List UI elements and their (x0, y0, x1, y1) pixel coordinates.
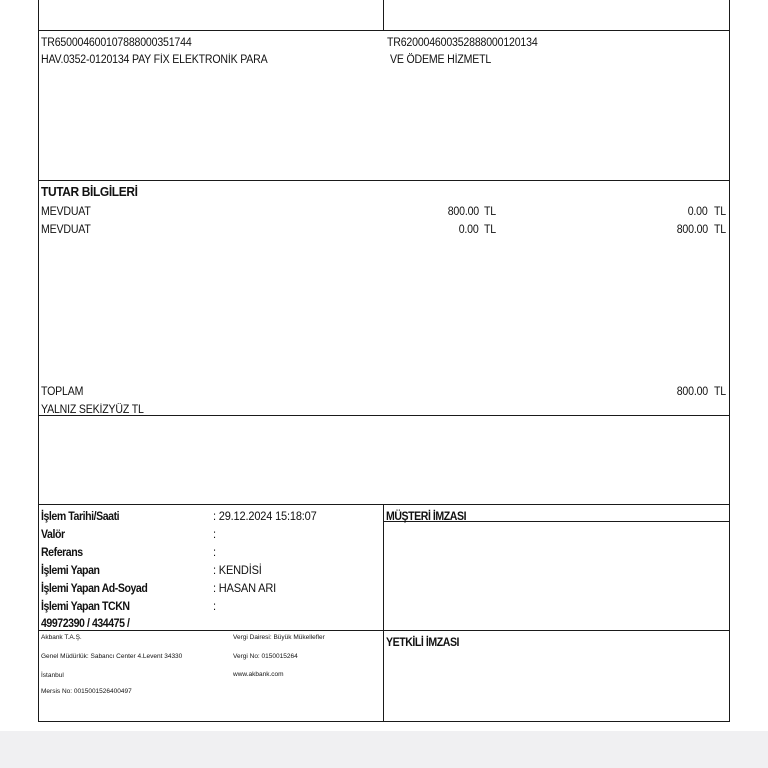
field-value-performer-tckn: : (213, 599, 216, 613)
amount-row-2-label: MEVDUAT (41, 224, 91, 236)
field-label-reference: Referans (41, 545, 83, 559)
total-value: 800.00 (676, 386, 708, 398)
total-label: TOPLAM (41, 386, 84, 398)
field-label-performer: İşlemi Yapan (41, 563, 100, 577)
field-value-reference: : (213, 545, 216, 559)
field-value-performer: : KENDİSİ (213, 563, 262, 577)
field-label-valor: Valör (41, 527, 65, 541)
divider-authorized (38, 630, 730, 631)
bank-hq: Genel Müdürlük: Sabancı Center 4.Levent 34330 (41, 653, 183, 660)
field-label-performer-name: İşlemi Yapan Ad-Soyad (41, 581, 148, 595)
field-value-valor: : (213, 527, 216, 541)
field-value-performer-name: : HASAN ARI (213, 581, 277, 595)
amount-in-words: YALNIZ SEKİZYÜZ TL (41, 404, 144, 416)
bank-tax-office: Vergi Dairesi: Büyük Mükellefler (233, 634, 325, 641)
divider-amounts (38, 180, 730, 181)
field-value-date: : 29.12.2024 15:18:07 (213, 509, 317, 523)
transaction-code: 49972390 / 434475 / (41, 616, 130, 630)
divider-details-vertical (383, 504, 384, 722)
frame-right-border (729, 0, 730, 722)
bank-city: İstanbul (41, 672, 64, 679)
receiver-iban: TR620004600352888000120134 (387, 37, 538, 49)
field-label-performer-tckn: İşlemi Yapan TCKN (41, 599, 130, 613)
amount-row-1-col2: 0.00 (688, 206, 708, 218)
amount-row-2-col1: 0.00 (459, 224, 479, 236)
sender-iban: TR650004600107888000351744 (41, 37, 192, 49)
amount-row-1-cur1: TL (484, 206, 496, 218)
amount-row-2-cur1: TL (484, 224, 496, 236)
receiver-description: VE ÖDEME HİZMETL (390, 54, 492, 66)
bank-mersis: Mersis No: 0015001526400497 (41, 688, 132, 695)
amount-row-1-cur2: TL (714, 206, 726, 218)
field-label-date: İşlem Tarihi/Saati (41, 509, 120, 523)
amount-row-2-col2: 800.00 (676, 224, 708, 236)
customer-signature-heading: MÜŞTERİ İMZASI (386, 509, 467, 523)
sender-description: HAV.0352-0120134 PAY FİX ELEKTRONİK PARA (41, 54, 268, 66)
amount-row-1-label: MEVDUAT (41, 206, 91, 218)
amounts-heading: TUTAR BİLGİLERİ (41, 184, 138, 199)
bank-tax-no: Vergi No: 0150015264 (233, 653, 298, 660)
frame-bottom-border (38, 721, 730, 722)
frame-left-border (38, 0, 39, 722)
authorized-signature-heading: YETKİLİ İMZASI (386, 635, 460, 649)
bank-website: www.akbank.com (233, 671, 284, 678)
divider-details (38, 504, 730, 505)
bottom-background-strip (0, 731, 768, 768)
amount-row-2-cur2: TL (714, 224, 726, 236)
divider-parties-vertical (383, 0, 384, 31)
total-currency: TL (714, 386, 726, 398)
bank-name: Akbank T.A.Ş. (41, 634, 82, 641)
divider-top (38, 30, 730, 31)
amount-row-1-col1: 800.00 (447, 206, 479, 218)
